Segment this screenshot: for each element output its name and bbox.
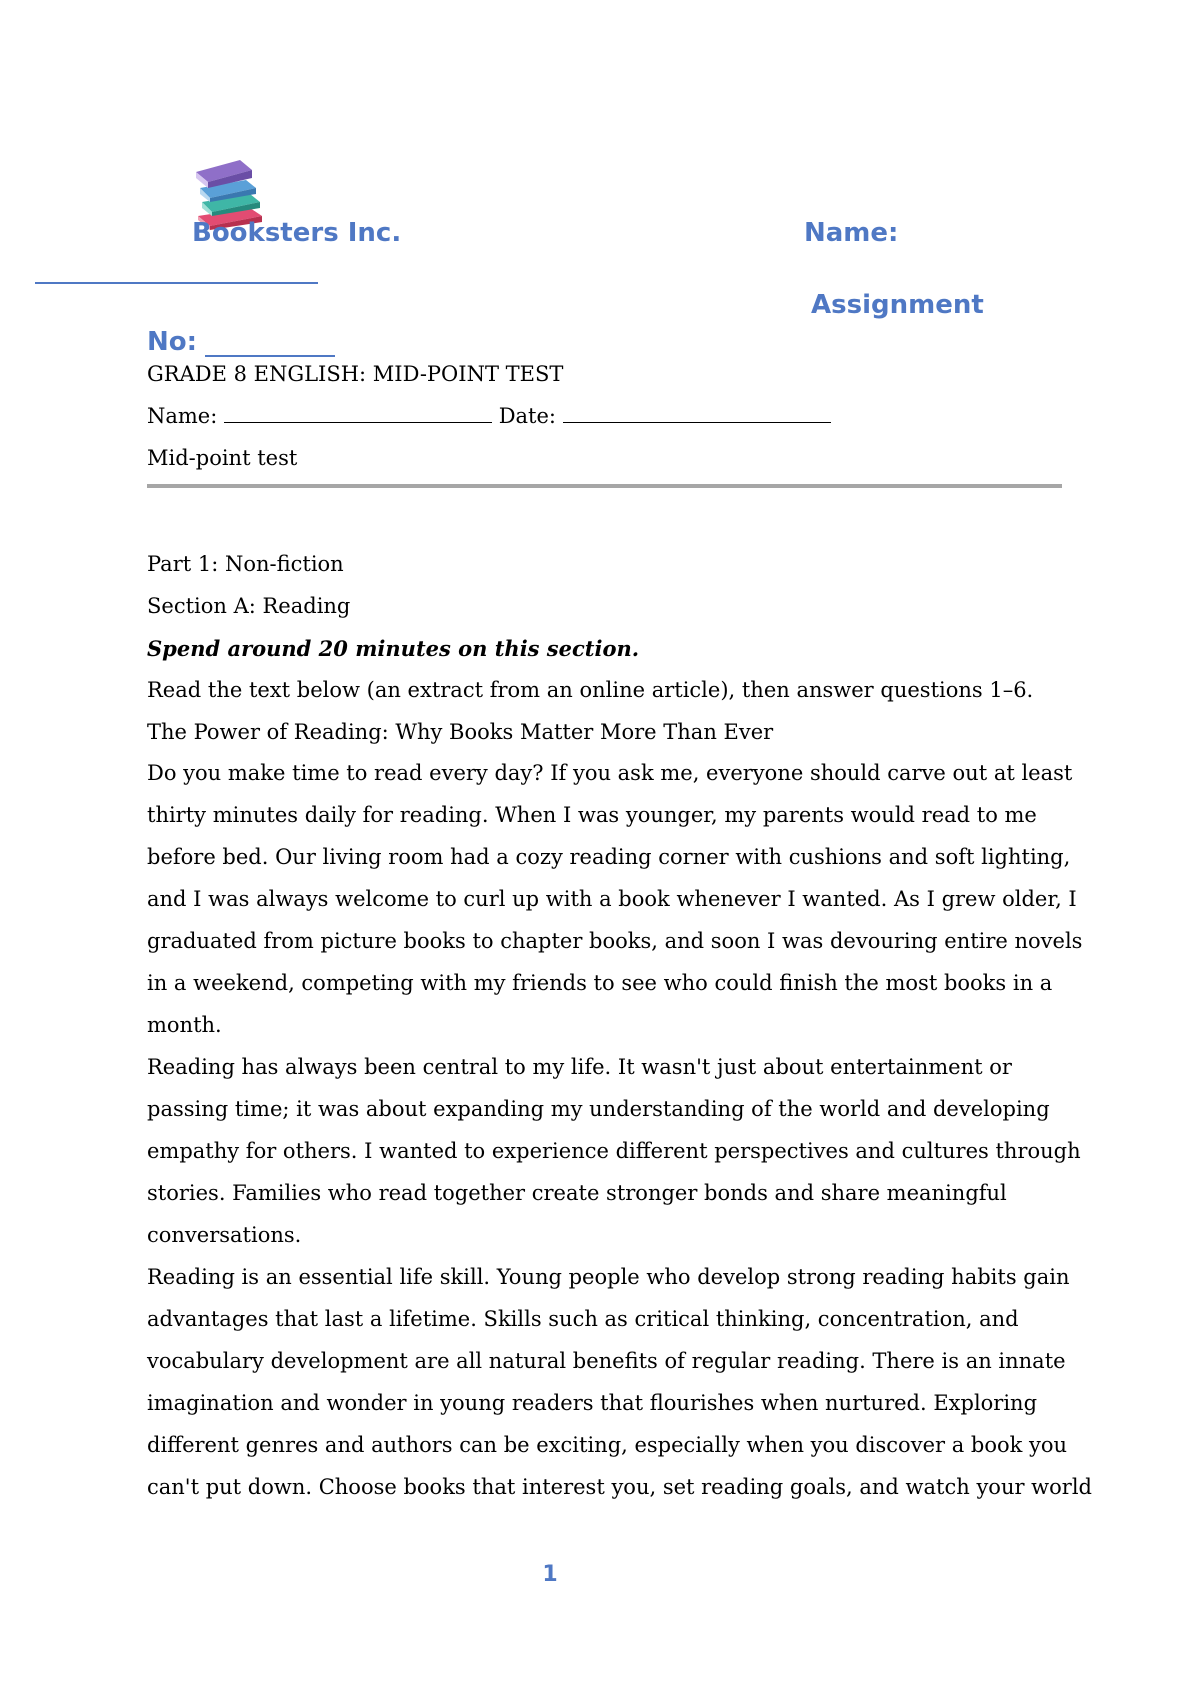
name-underline: [35, 282, 318, 284]
header-name-label: Name:: [804, 218, 899, 248]
article-title: The Power of Reading: Why Books Matter More Than Ever: [147, 720, 774, 744]
paragraph-1: [147, 752, 1082, 1046]
test-title: GRADE 8 ENGLISH: MID-POINT TEST: [147, 362, 564, 386]
date-blank[interactable]: [563, 404, 831, 423]
text-line: and I was always welcome to curl up with a book whenever I wanted. As I grew older, I: [147, 887, 1077, 911]
reading-directions: Read the text below (an extract from an online article), then answer questions 1–6.: [147, 678, 1034, 702]
text-line: Reading has always been central to my life. It wasn't just about entertainment or: [147, 1055, 1012, 1079]
text-line: different genres and authors can be exciting, especially when you discover a book you: [147, 1433, 1068, 1457]
horizontal-rule: [147, 484, 1062, 488]
text-line: in a weekend, competing with my friends to see who could finish the most books in a: [147, 971, 1053, 995]
text-line: advantages that last a lifetime. Skills such as critical thinking, concentration, and: [147, 1307, 1019, 1331]
paragraph-3: [147, 1256, 1092, 1508]
company-name: Booksters Inc.: [192, 218, 402, 248]
text-line: can't put down. Choose books that interest you, set reading goals, and watch your world: [147, 1475, 1092, 1499]
date-label: Date:: [498, 404, 556, 428]
text-line: Do you make time to read every day? If you ask me, everyone should carve out at least: [147, 761, 1073, 785]
text-line: stories. Families who read together create stronger bonds and share meaningful: [147, 1181, 1007, 1205]
text-line: passing time; it was about expanding my understanding of the world and developing: [147, 1097, 1050, 1121]
text-line: imagination and wonder in young readers that flourishes when nurtured. Exploring: [147, 1391, 1038, 1415]
header-no-label: No:: [147, 327, 198, 357]
section-heading: Section A: Reading: [147, 594, 351, 618]
text-line: empathy for others. I wanted to experience different perspectives and cultures through: [147, 1139, 1081, 1163]
text-line: conversations.: [147, 1223, 302, 1247]
header-assignment-label: Assignment: [811, 290, 984, 320]
name-blank[interactable]: [224, 404, 492, 423]
name-label: Name:: [147, 404, 218, 428]
text-line: before bed. Our living room had a cozy reading corner with cushions and soft lighting,: [147, 845, 1071, 869]
test-subtitle: Mid-point test: [147, 446, 298, 470]
section-instruction: Spend around 20 minutes on this section.: [147, 636, 640, 661]
text-line: thirty minutes daily for reading. When I was younger, my parents would read to me: [147, 803, 1037, 827]
text-line: Reading is an essential life skill. Young people who develop strong reading habits gain: [147, 1265, 1070, 1289]
name-date-row: [147, 404, 831, 428]
header-assignment-no: [147, 327, 335, 357]
text-line: graduated from picture books to chapter books, and soon I was devouring entire novels: [147, 929, 1083, 953]
text-line: vocabulary development are all natural benefits of regular reading. There is an innate: [147, 1349, 1066, 1373]
text-line: month.: [147, 1013, 222, 1037]
paragraph-2: [147, 1046, 1082, 1256]
part-heading: Part 1: Non-fiction: [147, 552, 344, 576]
page-number: 1: [542, 1562, 558, 1587]
assignment-no-blank[interactable]: [205, 331, 335, 357]
